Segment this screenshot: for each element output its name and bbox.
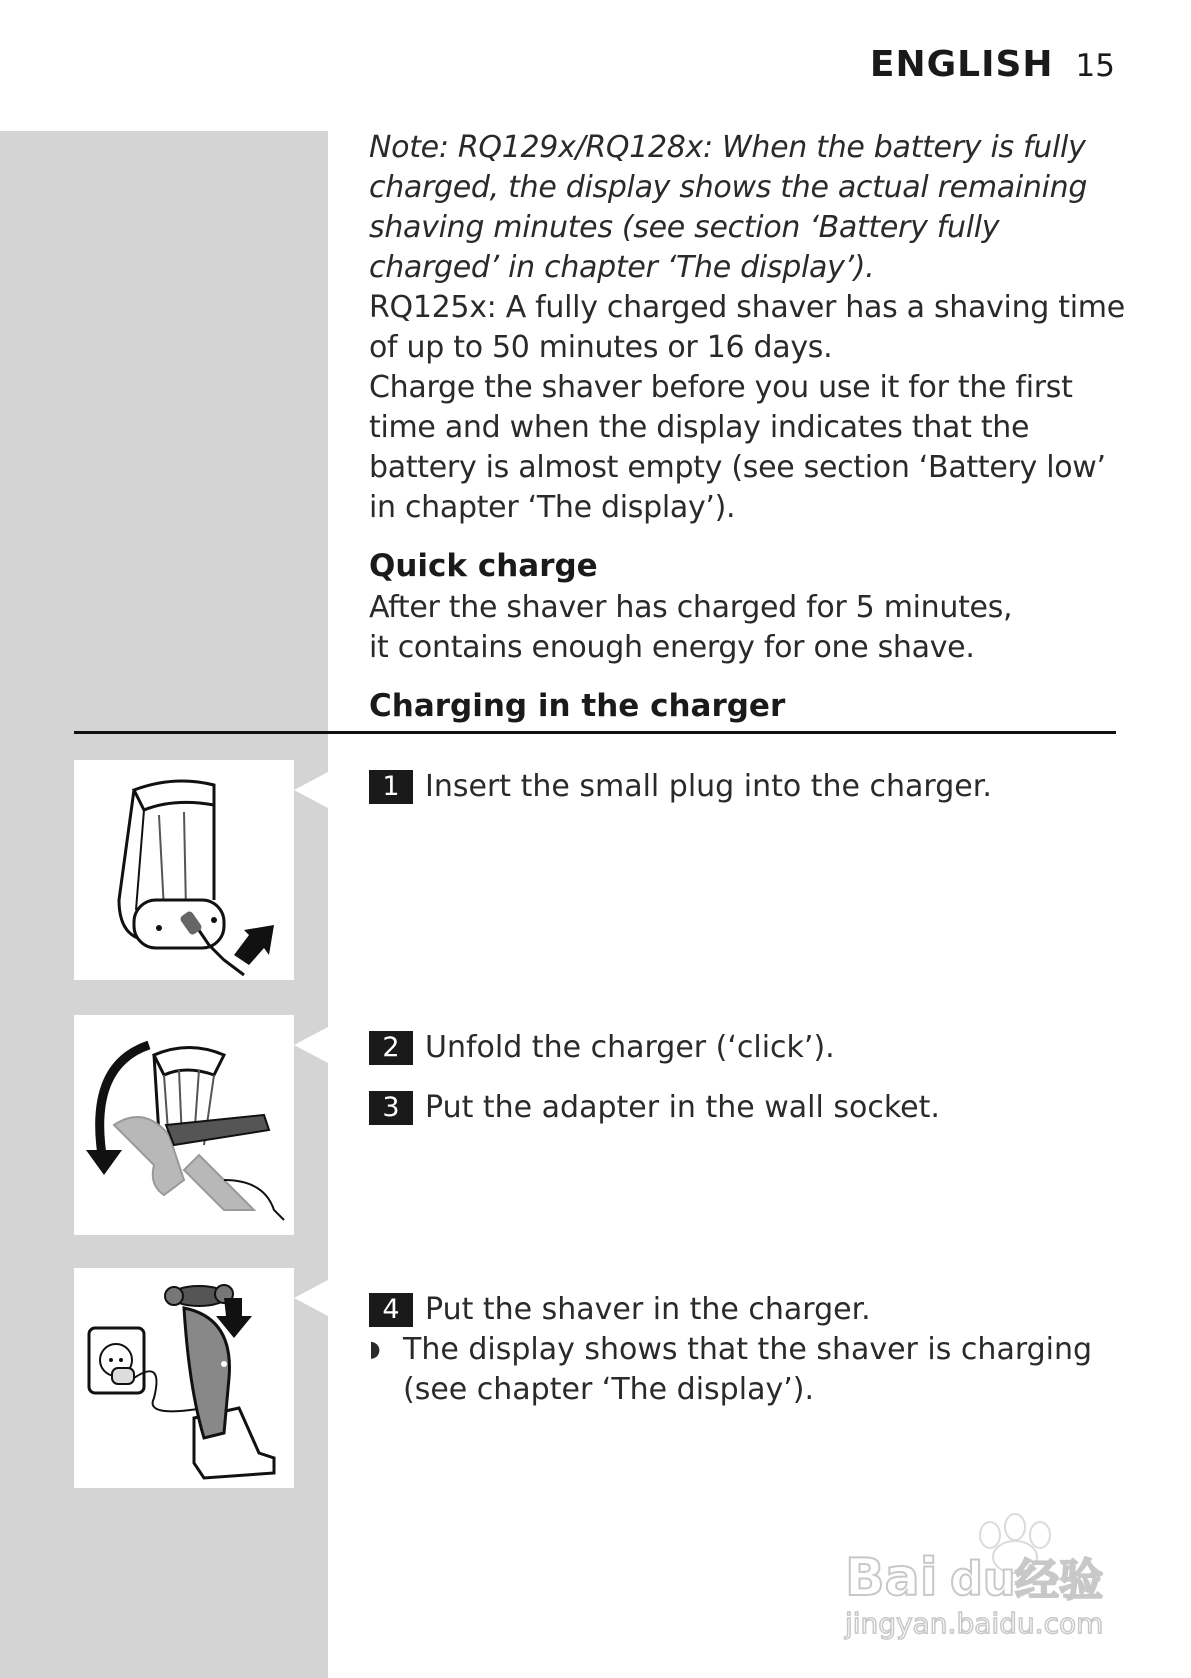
step-text: Insert the small plug into the charger.: [425, 769, 992, 804]
figure-pointer-2: [294, 1027, 328, 1063]
language-title: ENGLISH: [869, 44, 1054, 85]
step-2: [369, 1028, 835, 1068]
figure-unfold-charger: [74, 1015, 294, 1235]
section-divider: [74, 731, 1116, 734]
place-shaver-illustration: [74, 1268, 294, 1488]
charging-heading: Charging in the charger: [369, 688, 786, 724]
charge-advice-paragraph: Charge the shaver before you use it for the first time and when the display indicates that the battery is almost empty (see section ‘Battery low’ in chapter ‘The display’).: [369, 370, 1106, 525]
step-number: 1: [369, 770, 413, 804]
step-4: [369, 1290, 871, 1330]
step-3: [369, 1088, 940, 1128]
watermark-brand-2: du: [950, 1552, 1016, 1606]
watermark-brand: Bai: [845, 1548, 938, 1608]
page-number: 15: [1075, 48, 1115, 84]
baidu-watermark: [840, 1505, 1130, 1645]
step-text: Put the adapter in the wall socket.: [425, 1090, 940, 1125]
watermark-cn: 经验: [1015, 1555, 1103, 1606]
quick-charge-line-2: it contains enough energy for one shave.: [369, 630, 975, 665]
figure-place-shaver: [74, 1268, 294, 1488]
step-number: 2: [369, 1031, 413, 1065]
page-header: [870, 44, 1115, 85]
watermark-url: jingyan.baidu.com: [845, 1607, 1104, 1640]
result-bullet-text: The display shows that the shaver is charging (see chapter ‘The display’).: [403, 1332, 1093, 1407]
step-number: 4: [369, 1293, 413, 1327]
quick-charge-line-1: After the shaver has charged for 5 minutes,: [369, 590, 1013, 625]
unfold-charger-illustration: [74, 1015, 294, 1235]
step-1: [369, 767, 992, 807]
insert-plug-illustration: [74, 760, 294, 980]
figure-pointer-1: [294, 772, 328, 808]
intro-text: [369, 288, 1129, 528]
step-text: Put the shaver in the charger.: [425, 1292, 871, 1327]
result-bullet-item: [369, 1330, 1129, 1410]
quick-charge-text: [369, 588, 1129, 668]
note-paragraph: Note: RQ129x/RQ128x: When the battery is fully charged, the display shows the actual remaining shaving minutes (see section ‘Battery fully charged’ in chapter ‘The display’).: [369, 130, 1088, 285]
step-number: 3: [369, 1091, 413, 1125]
step-text: Unfold the charger (‘click’).: [425, 1030, 835, 1065]
result-bullet-icon: ◗: [369, 1337, 381, 1362]
figure-insert-plug: [74, 760, 294, 980]
shaving-time-paragraph: RQ125x: A fully charged shaver has a shaving time of up to 50 minutes or 16 days.: [369, 290, 1125, 365]
quick-charge-heading: Quick charge: [369, 548, 598, 584]
figure-pointer-3: [294, 1280, 328, 1316]
